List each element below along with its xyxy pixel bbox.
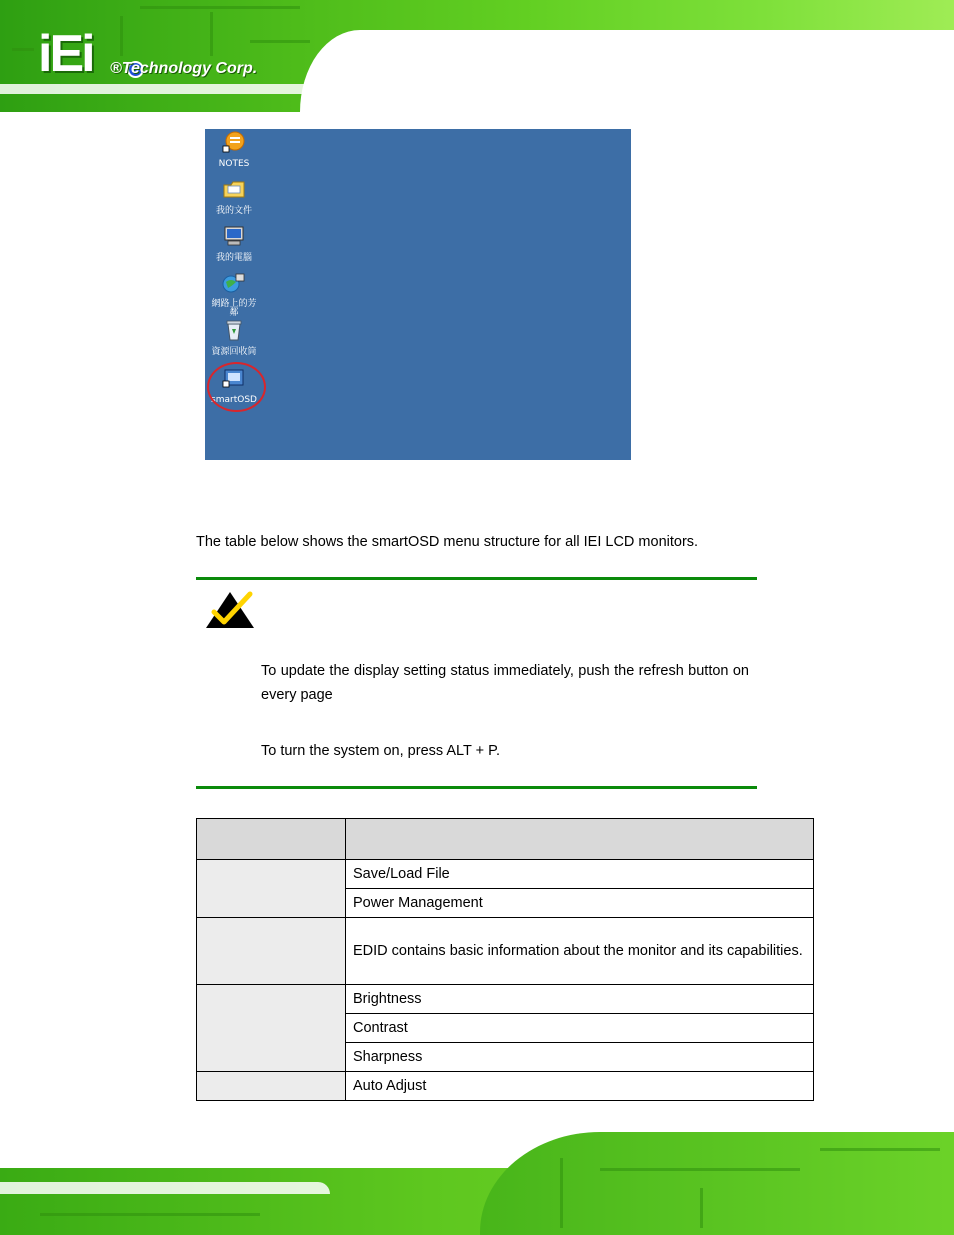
table-category-cell [197, 918, 346, 985]
table-item-cell: Save/Load File [346, 860, 814, 889]
table-item-cell: Power Management [346, 889, 814, 918]
note-top-rule [196, 577, 757, 580]
my-computer-icon [222, 225, 246, 247]
table-row [197, 918, 814, 985]
logo-letters: iEi [38, 25, 93, 83]
circuit-trace [560, 1158, 563, 1228]
table-category-cell [197, 1072, 346, 1101]
table-category-cell [197, 985, 346, 1072]
note-paragraph-power: To turn the system on, press ALT + P. [261, 743, 500, 759]
circuit-trace [120, 16, 123, 56]
footer-stripe [0, 1182, 330, 1194]
notes-icon [222, 131, 246, 153]
circuit-trace [250, 40, 310, 43]
desktop-icon-my-computer[interactable] [203, 225, 265, 263]
intro-text: The table below shows the smartOSD menu structure for all IEI LCD monitors. [196, 534, 699, 550]
circuit-trace [700, 1188, 703, 1228]
page-header [0, 0, 954, 112]
circuit-trace [12, 48, 34, 51]
desktop-icon-label: 網路上的芳 鄰 [211, 299, 257, 318]
circuit-trace [820, 1148, 940, 1151]
table-item-cell: Contrast [346, 1014, 814, 1043]
table-item-cell: Brightness [346, 985, 814, 1014]
circuit-trace [210, 12, 213, 56]
desktop-icon-label: 資源回收筒 [211, 347, 257, 357]
table-row [197, 1072, 814, 1101]
smartosd-highlight-circle [207, 362, 266, 412]
desktop-icon-recycle-bin[interactable] [203, 319, 265, 357]
table-category-cell [197, 860, 346, 918]
circuit-trace [600, 1168, 800, 1171]
check-note-icon [204, 588, 256, 630]
desktop-icon-label: NOTES [218, 159, 250, 169]
note-paragraph-refresh: To update the display setting status immediately, push the refresh button on every page [261, 663, 749, 703]
page-footer [0, 1128, 954, 1235]
table-item-cell: EDID contains basic information about the monitor and its capabilities. [346, 918, 814, 985]
desktop-screenshot [205, 129, 631, 460]
recycle-bin-icon [222, 319, 246, 341]
desktop-icon-label: 我的電腦 [215, 253, 252, 263]
smartosd-menu-table [196, 818, 814, 1101]
table-item-cell: Auto Adjust [346, 1072, 814, 1101]
table-header-cell [346, 819, 814, 860]
table-row [197, 860, 814, 889]
header-stripe [0, 84, 330, 94]
desktop-icon-label: 我的文件 [215, 206, 252, 216]
iei-logo [38, 25, 106, 83]
circuit-trace [40, 1213, 260, 1216]
desktop-icon-network-places[interactable] [203, 272, 265, 318]
header-white-panel [300, 30, 954, 112]
note-bottom-rule [196, 786, 757, 789]
my-documents-icon [222, 178, 246, 200]
table-header-row [197, 819, 814, 860]
desktop-icon-label: smartOSD [211, 395, 257, 405]
desktop-icon-my-documents[interactable] [203, 178, 265, 216]
network-places-icon [222, 272, 246, 294]
circuit-trace [140, 6, 300, 9]
brand-name: ®Technology Corp. [110, 60, 258, 77]
desktop-icon-notes[interactable] [203, 131, 265, 169]
table-header-cell [197, 819, 346, 860]
table-item-cell: Sharpness [346, 1043, 814, 1072]
table-row [197, 985, 814, 1014]
